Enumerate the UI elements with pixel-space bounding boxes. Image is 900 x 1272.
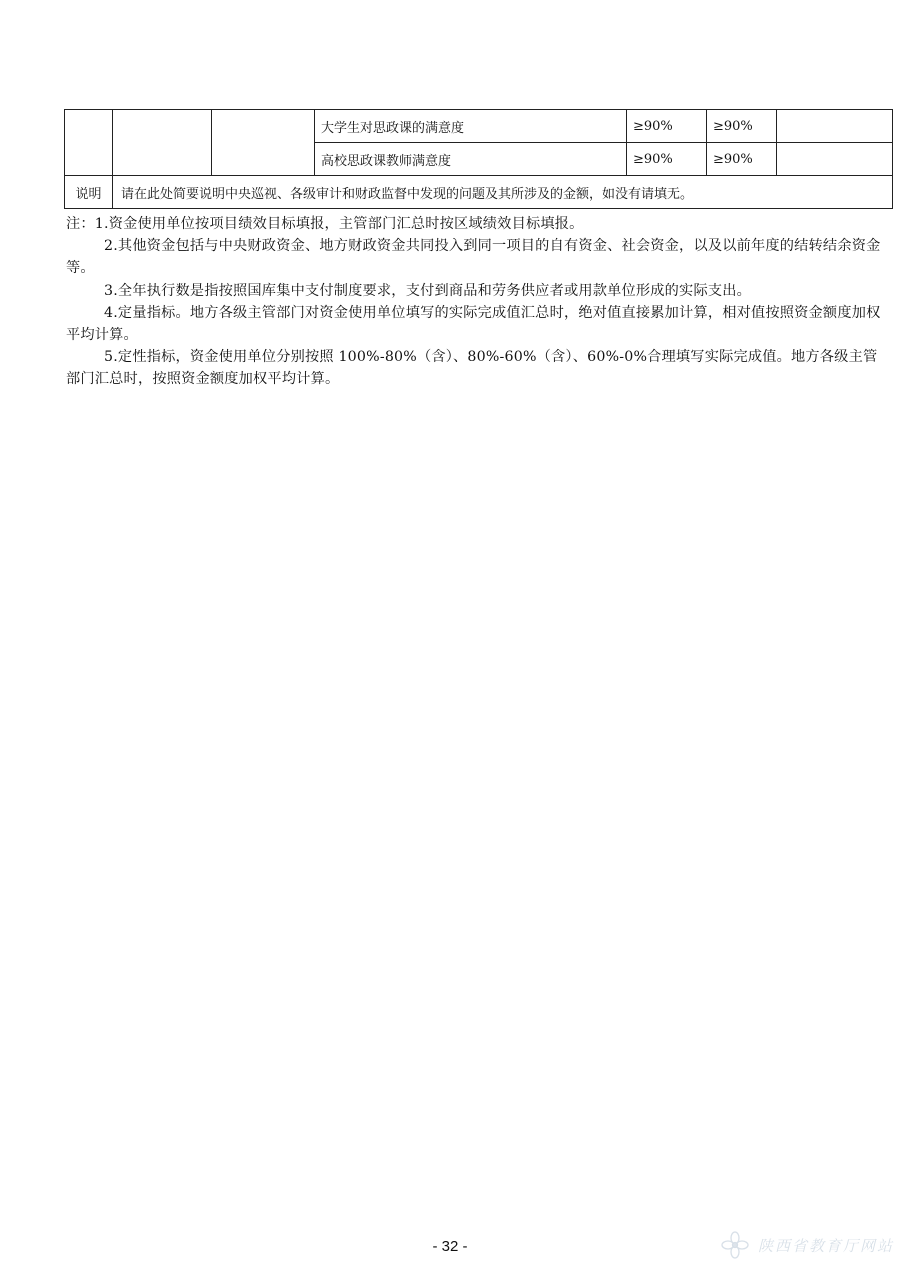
remark-cell — [777, 110, 893, 143]
explanation-label: 说明 — [65, 176, 113, 209]
footnote-3: 3.全年执行数是指按照国库集中支付制度要求，支付到商品和劳务供应者或用款单位形成的实际支出。 — [104, 282, 751, 299]
indicator-cell: 高校思政课教师满意度 — [315, 143, 627, 176]
footnote-4: 4.定量指标。地方各级主管部门对资金使用单位填写的实际完成值汇总时，绝对值直接累加计算，相对值按照资金额度加权平均计算。 — [66, 304, 881, 344]
explanation-row — [65, 176, 893, 209]
footnote-5: 5.定性指标，资金使用单位分别按照 100%-80%（含）、80%-60%（含）、60%-0%合理填写实际完成值。地方各级主管部门汇总时，按照资金额度加权平均计算。 — [66, 349, 878, 388]
watermark — [720, 1228, 896, 1262]
page-number: - 32 - — [432, 1238, 468, 1255]
indicator-cell: 大学生对思政课的满意度 — [315, 110, 627, 143]
explanation-text: 请在此处简要说明中央巡视、各级审计和财政监督中发现的问题及其所涉及的金额，如没有请填无。 — [113, 176, 893, 209]
empty-cell — [65, 110, 113, 176]
footnotes — [66, 213, 890, 391]
target-value-cell: ≥90% — [627, 143, 707, 176]
actual-value-cell: ≥90% — [707, 143, 777, 176]
table-row — [65, 110, 893, 143]
flower-logo-icon — [720, 1230, 750, 1260]
performance-table — [64, 109, 893, 209]
remark-cell — [777, 143, 893, 176]
watermark-text: 陕西省教育厅网站 — [758, 1236, 895, 1255]
footnote-1: 注：1.资金使用单位按项目绩效目标填报，主管部门汇总时按区域绩效目标填报。 — [66, 216, 584, 232]
footnote-2: 2.其他资金包括与中央财政资金、地方财政资金共同投入到同一项目的自有资金、社会资金，以及以前年度的结转结余资金等。 — [66, 238, 881, 277]
actual-value-cell: ≥90% — [707, 110, 777, 143]
empty-cell — [113, 110, 212, 176]
target-value-cell: ≥90% — [627, 110, 707, 143]
empty-cell — [212, 110, 315, 176]
